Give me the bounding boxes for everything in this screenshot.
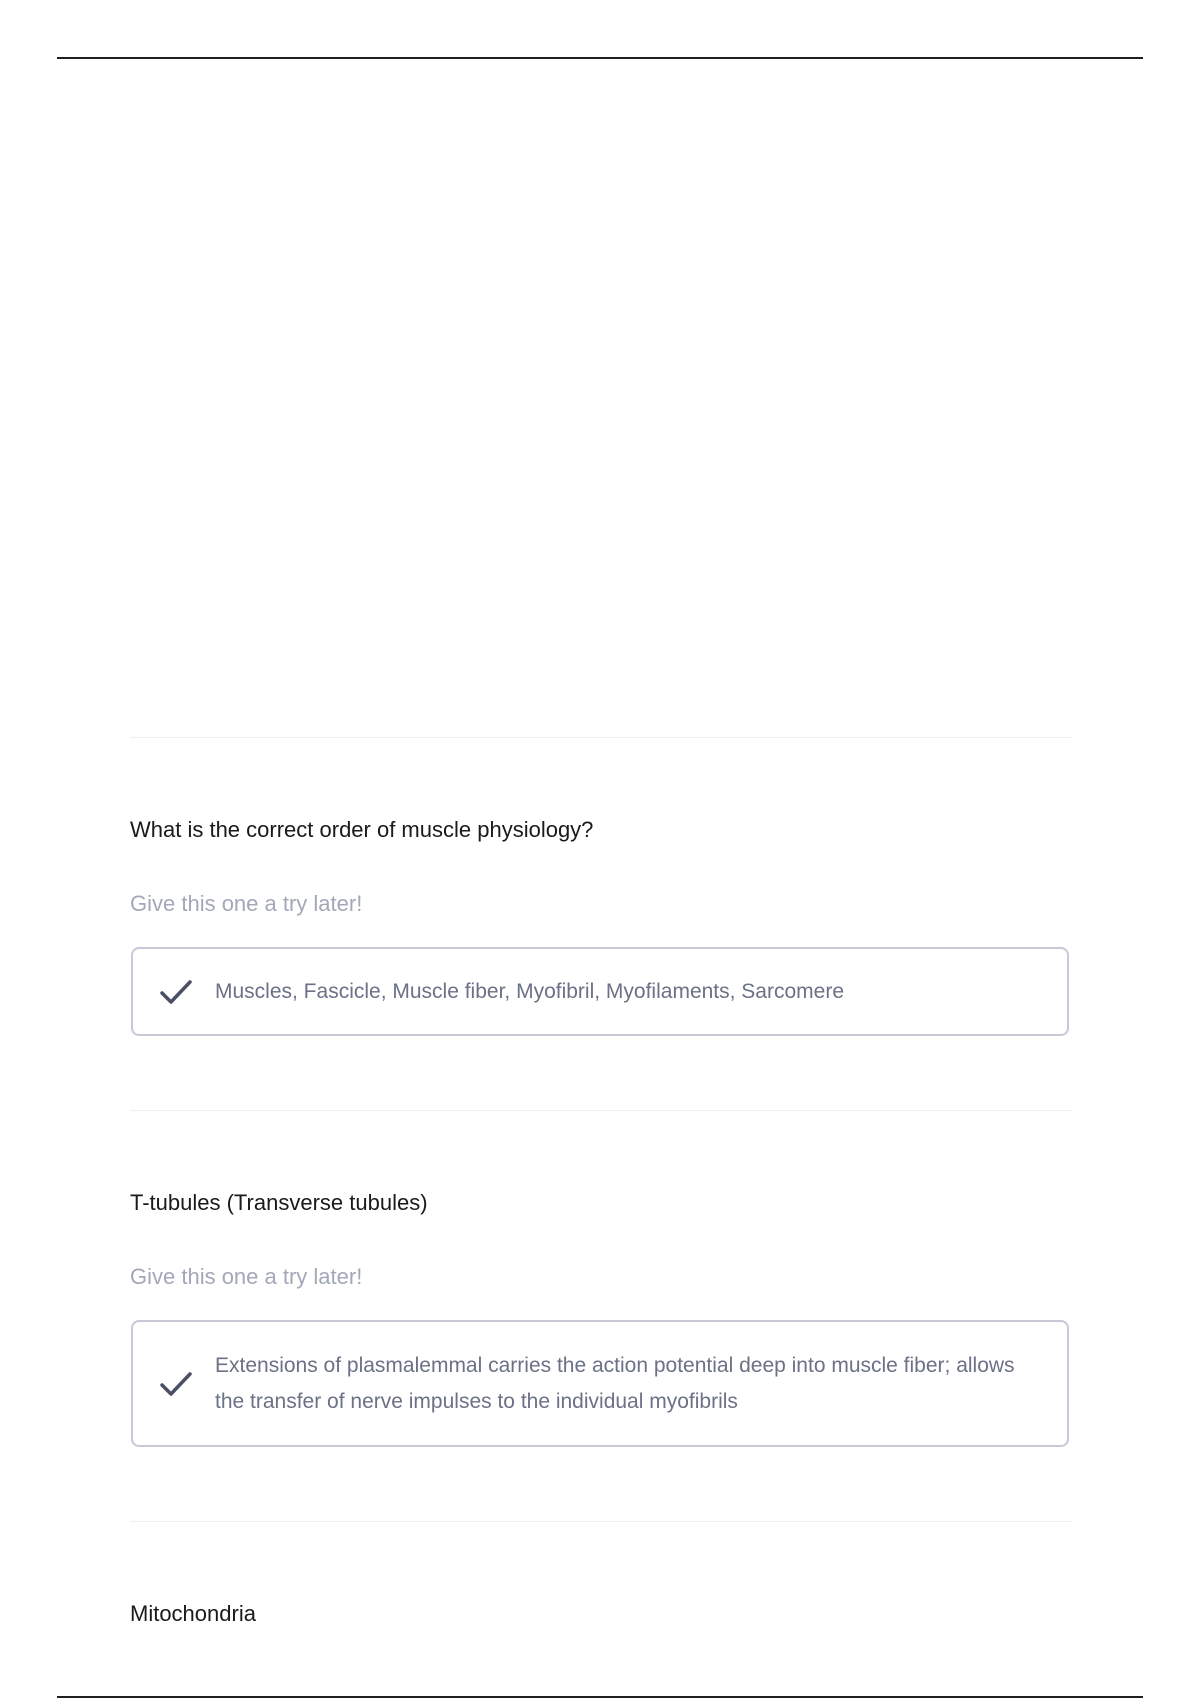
try-later-hint[interactable]: Give this one a try later!: [130, 1264, 363, 1289]
answer-card[interactable]: [131, 947, 1069, 1036]
card-question: Mitochondria: [130, 1601, 256, 1626]
page-bottom-rule: [57, 1696, 1143, 1698]
card-question: T-tubules (Transverse tubules): [130, 1190, 428, 1215]
card-question: What is the correct order of muscle physiology?: [130, 817, 594, 842]
answer-text: Extensions of plasmalemmal carries the action potential deep into muscle fiber; allows the transfer of nerve impulses to the individual myofibrils: [215, 1353, 1015, 1413]
answer-text: Muscles, Fascicle, Muscle fiber, Myofibril, Myofilaments, Sarcomere: [215, 979, 845, 1003]
checkmark-icon: [159, 977, 193, 1007]
card-divider: [130, 1521, 1072, 1522]
card-divider: [130, 1110, 1072, 1111]
page-top-rule: [57, 57, 1143, 59]
card-divider: [130, 737, 1072, 738]
try-later-hint[interactable]: Give this one a try later!: [130, 891, 363, 916]
answer-card[interactable]: [131, 1320, 1069, 1447]
checkmark-icon: [159, 1369, 193, 1399]
